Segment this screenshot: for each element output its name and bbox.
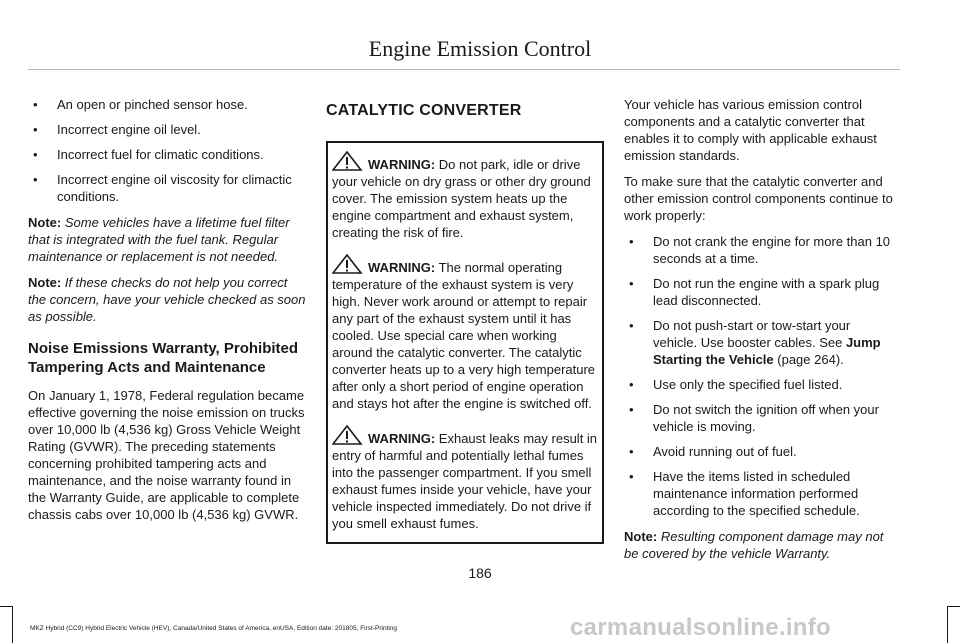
note-text: Some vehicles have a lifetime fuel filter that is integrated with the fuel tank. Regular maintenance or replacement is not needed.: [28, 215, 290, 264]
list-item-text: Do not push-start or tow-start your vehicle. Use booster cables. See: [653, 318, 851, 350]
crop-mark: [12, 606, 13, 643]
emission-components-paragraph: Your vehicle has various emission control components and a catalytic converter that enables it to comply with applicable exhaust emission standards.: [624, 97, 877, 163]
note-label: Note:: [28, 215, 62, 230]
note-text: If these checks do not help you correct the concern, have your vehicle checked as soon as possible.: [28, 275, 306, 324]
watermark: carmanualsonline.info: [570, 614, 832, 641]
note-checks: [28, 274, 306, 325]
list-item: • Incorrect engine oil viscosity for climactic conditions.: [28, 171, 306, 205]
crop-mark: [947, 606, 960, 607]
page-reference: (page 264).: [773, 352, 844, 367]
page-number: 186: [468, 565, 492, 581]
crop-mark: [947, 606, 948, 643]
warning-label: WARNING:: [368, 157, 436, 172]
edition-footer: MKZ Hybrid (CC9) Hybrid Electric Vehicle (HEV), Canada/United States of America, enUSA, Edition date: 201805, First-Printing: [30, 625, 398, 632]
noise-warranty-paragraph: On January 1, 1978, Federal regulation became effective governing the noise emission on trucks over 10,000 lb (4,536 kg) Gross Vehicle Weight Rating (GVWR). The preceding statements concerning prohibited tampering acts and maintenance, and the noise warranty found in the Warranty Guide, are applicable to complete chassis cabs over 10,000 lb (4,536 kg) GVWR.: [28, 388, 305, 522]
note-text: Resulting component damage may not be covered by the vehicle Warranty.: [624, 529, 884, 561]
page-title: Engine Emission Control: [368, 36, 592, 61]
warning-triangle-icon: [332, 151, 366, 171]
list-item: • An open or pinched sensor hose.: [28, 96, 306, 113]
catalytic-converter-heading: CATALYTIC CONVERTER: [326, 102, 522, 119]
list-item: • Do not run the engine with a spark plug lead disconnected.: [624, 275, 896, 309]
warning-triangle-icon: [332, 254, 366, 274]
list-item: • Have the items listed in scheduled maintenance information performed according to the specified schedule.: [624, 468, 896, 519]
note-label: Note:: [624, 529, 658, 544]
column-right: [624, 96, 896, 571]
warning-text: Exhaust leaks may result in entry of harmful and potentially lethal fumes into the passenger compartment. If you smell exhaust fumes inside your vehicle, have your vehicle inspected immediately. Do not drive if you smell exhaust fumes.: [332, 431, 598, 531]
header-rule: [28, 69, 900, 70]
warning-text: Do not park, idle or drive your vehicle on dry grass or other dry ground cover. The emission system heats up the engine compartment and exhaust system, creating the risk of fire.: [332, 157, 591, 240]
check-list: [28, 96, 306, 205]
list-item: • Do not crank the engine for more than 10 seconds at a time.: [624, 233, 896, 267]
list-item: [624, 317, 896, 368]
list-item: • Use only the specified fuel listed.: [624, 376, 896, 393]
list-item: • Avoid running out of fuel.: [624, 443, 896, 460]
noise-warranty-heading: Noise Emissions Warranty, Prohibited Tampering Acts and Maintenance: [28, 340, 299, 376]
column-middle: [326, 96, 604, 544]
warning-box: [326, 141, 604, 544]
warning-exhaust-leaks: [332, 425, 599, 532]
warning-label: WARNING:: [368, 260, 436, 275]
note-label: Note:: [28, 275, 62, 290]
note-fuel-filter: [28, 214, 306, 265]
note-warranty: [624, 528, 896, 562]
column-left: [28, 96, 306, 532]
jump-starting-link[interactable]: Jump Starting the Vehicle: [653, 335, 881, 367]
warning-exhaust-temperature: [332, 254, 599, 412]
list-item: • Incorrect engine oil level.: [28, 121, 306, 138]
warning-fire: [332, 151, 599, 241]
crop-mark: [0, 606, 13, 607]
instruction-list: [624, 233, 896, 519]
emission-instructions-intro: To make sure that the catalytic converter and other emission control components continue to work properly:: [624, 174, 893, 223]
warning-triangle-icon: [332, 425, 366, 445]
warning-text: The normal operating temperature of the exhaust system is very high. Never work around or attempt to repair any part of the exhaust system until it has cooled. Use special care when working around the catalytic converter. The catalytic converter heats up to a very high temperature after only a short period of engine operation and stays hot after the engine is switched off.: [332, 260, 596, 411]
list-item: • Incorrect fuel for climatic conditions.: [28, 146, 306, 163]
warning-label: WARNING:: [368, 431, 436, 446]
list-item: • Do not switch the ignition off when your vehicle is moving.: [624, 401, 896, 435]
